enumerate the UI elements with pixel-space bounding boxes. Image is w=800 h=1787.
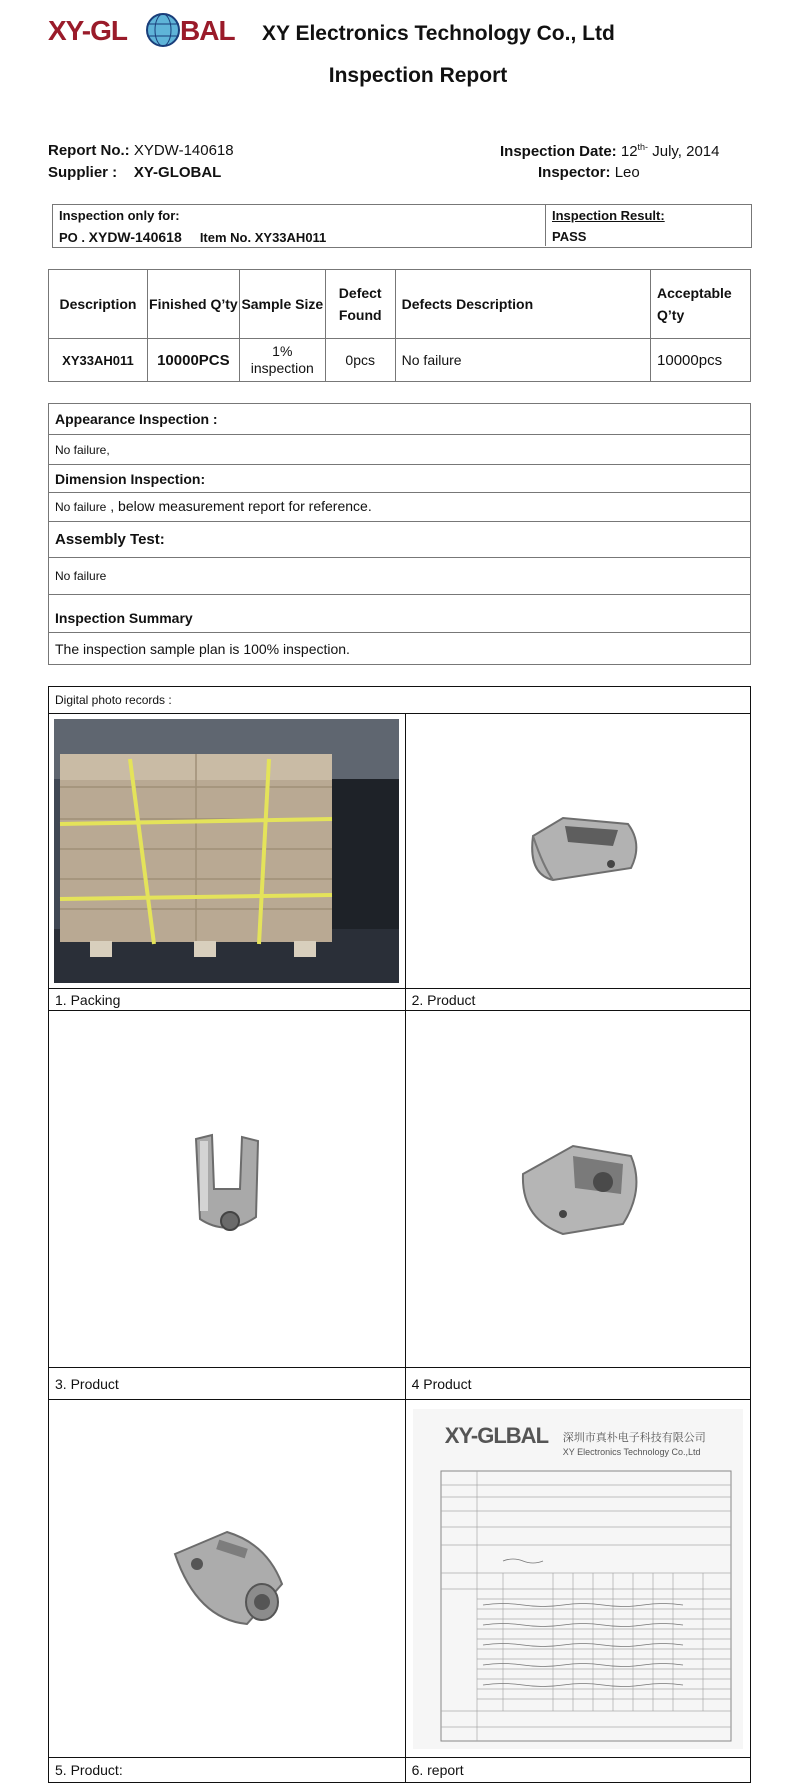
inspector: Inspector: Leo <box>538 164 640 181</box>
caption-4: 4 Product <box>405 1368 750 1400</box>
photo-product-2 <box>405 714 750 989</box>
product-2-image <box>503 806 653 896</box>
photo-product-5 <box>49 1400 406 1758</box>
photo-records-title: Digital photo records : <box>49 687 751 714</box>
report-thumb-logo: XY-GLBAL <box>444 1422 549 1448</box>
svg-text:BAL: BAL <box>180 15 235 46</box>
page-title: Inspection Report <box>328 64 508 87</box>
caption-1: 1. Packing <box>49 989 406 1011</box>
xy-global-logo <box>48 10 248 50</box>
defect-table-header: Description Finished Q’ty Sample Size Defect Found Defects Description Acceptable Q’ty <box>49 270 751 339</box>
appearance-text: No failure, <box>49 435 751 465</box>
dimension-title: Dimension Inspection: <box>49 465 751 493</box>
caption-3: 3. Product <box>49 1368 406 1400</box>
po-line: PO . XYDW-140618 Item No. XY33AH011 <box>59 229 327 245</box>
photo-records <box>48 686 751 1783</box>
summary-text: The inspection sample plan is 100% inspection. <box>49 633 751 665</box>
report-thumb-english: XY Electronics Technology Co.,Ltd <box>562 1446 701 1457</box>
appearance-title: Appearance Inspection : <box>49 404 751 435</box>
report-thumb-form <box>413 1465 743 1749</box>
caption-2: 2. Product <box>405 989 750 1011</box>
defect-table <box>48 269 751 382</box>
svg-text:XY-GL: XY-GL <box>48 15 128 46</box>
assembly-text: No failure <box>49 558 751 595</box>
supplier: Supplier : XY-GLOBAL <box>48 164 222 181</box>
inspection-for-box: Inspection only for: PO . XYDW-140618 Item No. XY33AH011 Inspection Result: PASS <box>52 204 752 248</box>
photo-product-4 <box>405 1011 750 1368</box>
defect-table-row: XY33AH011 10000PCS 1% inspection 0pcs No failure 10000pcs <box>49 339 751 382</box>
report-no: Report No.: XYDW-140618 <box>48 142 234 159</box>
product-3-image <box>182 1129 272 1249</box>
photo-packing <box>49 714 406 989</box>
caption-5: 5. Product: <box>49 1758 406 1783</box>
assembly-title: Assembly Test: <box>49 522 751 558</box>
report-thumbnail <box>413 1409 743 1749</box>
report-thumb-chinese: 深圳市真朴电子科技有限公司 <box>562 1431 706 1444</box>
inspection-result-value: PASS <box>552 229 587 244</box>
photo-product-3 <box>49 1011 406 1368</box>
inspection-sections <box>48 403 751 665</box>
product-5-image <box>157 1524 297 1634</box>
summary-title: Inspection Summary <box>49 595 751 633</box>
dimension-text: No failure , below measurement report for reference. <box>49 493 751 522</box>
photo-report <box>405 1400 750 1758</box>
product-4-image <box>503 1134 653 1244</box>
inspection-date: Inspection Date: $12^{th-}$ July, 2014 <box>500 142 720 160</box>
packing-photo-image <box>54 719 399 983</box>
caption-6: 6. report <box>405 1758 750 1783</box>
company-name: XY Electronics Technology Co., Ltd <box>262 22 615 45</box>
inspection-result-label: Inspection Result: <box>552 208 665 223</box>
